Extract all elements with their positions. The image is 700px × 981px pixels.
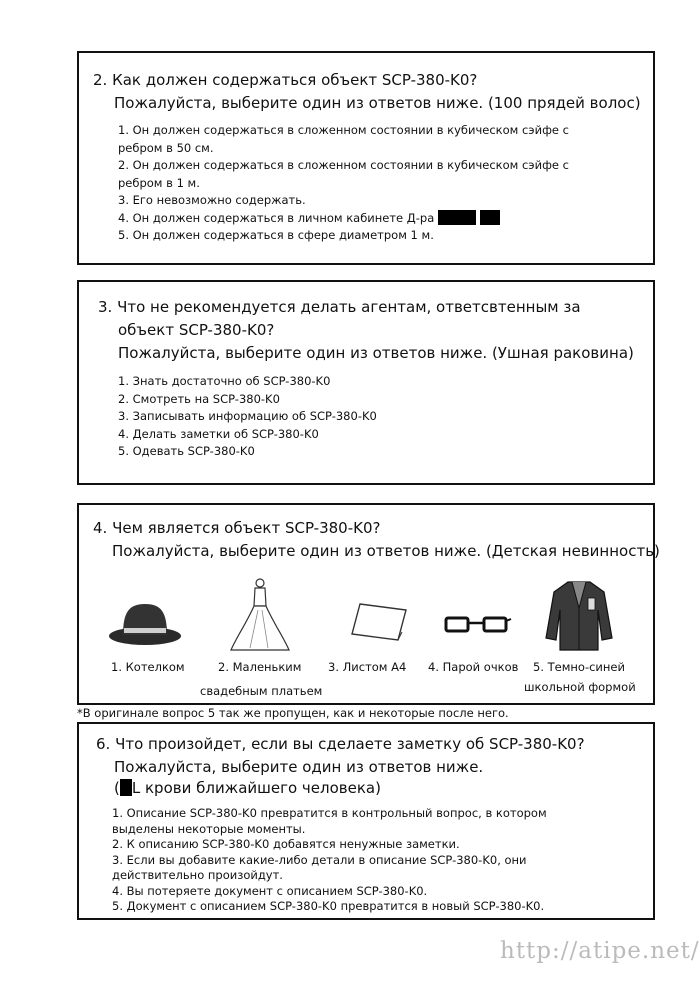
paper-sheet-icon [350, 602, 408, 642]
option-line: 5. Одевать SCP-380-K0 [118, 444, 255, 458]
question-3-title: 3. Что не рекомендуется делать агентам, ответсвтенным за [98, 298, 581, 316]
question-6-options [112, 806, 547, 915]
question-2-title: 2. Как должен содержаться объект SCP-380-K0? [93, 71, 478, 89]
question-2-options [118, 122, 569, 245]
option-line: 2. Смотреть на SCP-380-K0 [118, 391, 280, 406]
redaction-bar [120, 779, 132, 796]
option-line: 4. Он должен содержаться в личном кабинете Д-ра [118, 210, 569, 228]
option-2-caption-cont: свадебным платьем [200, 684, 323, 698]
question-6-subtitle-cont: ( L крови ближайшего человека) [114, 779, 381, 797]
question-6-title: 6. Что произойдет, если вы сделаете заметку об SCP-380-K0? [96, 735, 585, 753]
option-line: 1. Он должен содержаться в сложенном состоянии в кубическом сэйфе с [118, 123, 569, 137]
option-line: 1. Знать достаточно об SCP-380-K0 [118, 374, 331, 388]
option-line: действительно произойдут. [112, 868, 283, 882]
option-line: 4. Делать заметки об SCP-380-K0 [118, 426, 319, 441]
school-uniform-icon [544, 578, 614, 652]
redaction-bar [438, 210, 476, 225]
bowler-hat-icon [105, 600, 185, 648]
option-line: 2. К описанию SCP-380-K0 добавятся ненужные заметки. [112, 837, 460, 851]
option-line: 3. Его невозможно содержать. [118, 193, 306, 207]
question-2-subtitle: Пожалуйста, выберите один из ответов ниже. (100 прядей волос) [114, 94, 641, 112]
option-line: 1. Описание SCP-380-K0 превратится в контрольный вопрос, в котором [112, 806, 547, 820]
option-line: 5. Он должен содержаться в сфере диаметром 1 м. [118, 228, 434, 242]
glasses-icon [444, 614, 512, 636]
option-5-caption: 5. Темно-синей [533, 660, 625, 674]
option-line: 3. Записывать информацию об SCP-380-K0 [118, 409, 377, 423]
question-3-options [118, 373, 377, 461]
option-line: 3. Если вы добавите какие-либо детали в описание SCP-380-K0, они [112, 852, 527, 867]
option-5-caption-cont: школьной формой [524, 680, 636, 694]
question-6-subtitle: Пожалуйста, выберите один из ответов ниже. [114, 758, 484, 776]
option-line: 5. Документ с описанием SCP-380-K0 превратится в новый SCP-380-K0. [112, 899, 545, 913]
wedding-dress-icon [228, 576, 292, 652]
question-3-subtitle: Пожалуйста, выберите один из ответов ниже. (Ушная раковина) [118, 344, 634, 362]
option-4-caption: 4. Парой очков [428, 660, 519, 674]
question-4-title: 4. Чем является объект SCP-380-K0? [93, 519, 381, 537]
option-line: 2. Он должен содержаться в сложенном состоянии в кубическом сэйфе с [118, 158, 569, 172]
translator-note: *В оригинале вопрос 5 так же пропущен, как и некоторые после него. [77, 706, 509, 720]
option-line: выделены некоторые моменты. [112, 821, 306, 836]
question-4-subtitle: Пожалуйста, выберите один из ответов ниже. (Детская невинность) [112, 542, 660, 560]
option-3-caption: 3. Листом А4 [328, 660, 407, 674]
option-1-caption: 1. Котелком [111, 660, 185, 674]
question-3-title-cont: объект SCP-380-K0? [118, 321, 275, 339]
option-line: ребром в 50 см. [118, 140, 214, 155]
option-2-caption: 2. Маленьким [218, 660, 302, 674]
option-line: 4. Вы потеряете документ с описанием SCP-380-K0. [112, 883, 428, 898]
option-line: ребром в 1 м. [118, 175, 200, 190]
redaction-bar [480, 210, 500, 225]
watermark: http://atipe.net/ [500, 938, 700, 964]
